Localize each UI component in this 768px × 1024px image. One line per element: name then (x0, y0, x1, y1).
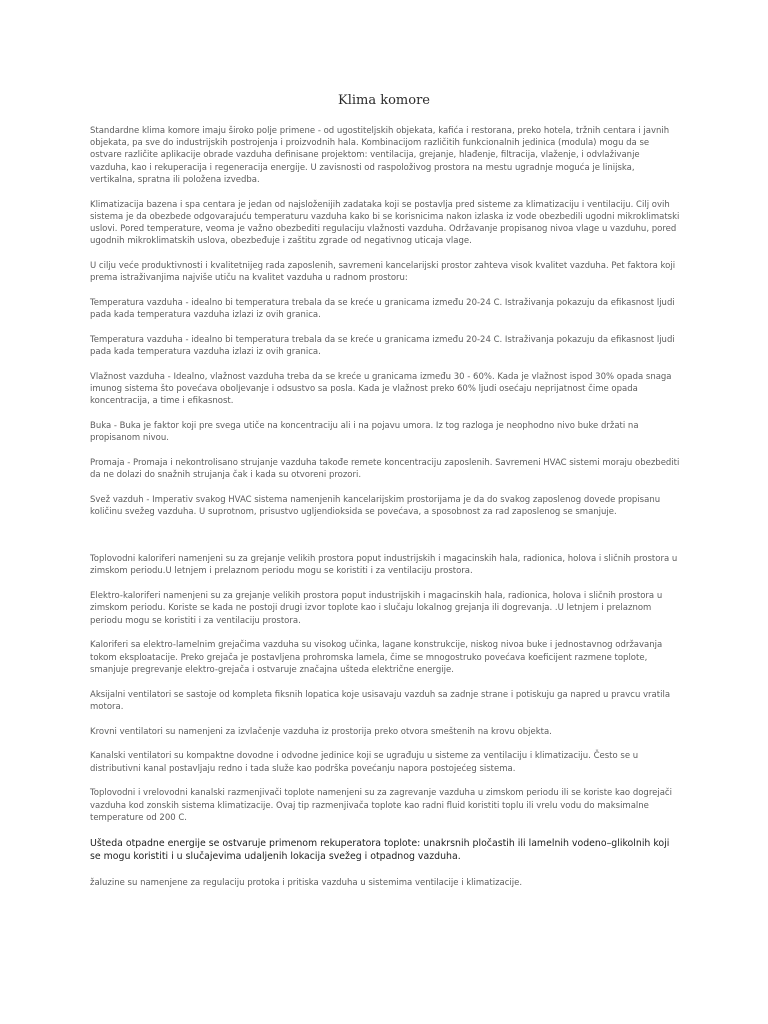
section-spacer (90, 531, 680, 553)
paragraph-kancelarijski-prostor: U cilju veće produktivnosti i kvalitetnijeg rada zaposlenih, savremeni kancelarijski prostor zahteva visok kvalitet vazduha. Pet faktora koji prema istraživanjima najviše utiču na kvalitet vazduha u radnom prostoru: (90, 261, 676, 284)
paragraph-elektro-lamelni-kaloriferi: Kaloriferi sa elektro-lamelnim grejačima vazduha su visokog učinka, lagane konstrukcije, niskog nivoa buke i jednostavnog održavanja tokom eksploatacije. Preko grejača je postavljena prohromska lamela, čime se mnogostruko povećava koeficijent razmene toplote, smanjuje pregrevanje elektro-grejača i ostvaruje značajna ušteda električne energije. (90, 640, 663, 675)
paragraph-klima-komore-intro: Standardne klima komore imaju široko polje primene - od ugostiteljskih objekata, kafića i restorana, preko hotela, tržnih centara i javnih objekata, pa sve do industrijskih postrojenja i proizvodnih hala. Kombinacijom različitih funkcionalnih jedinica (modula) mogu da se ostvare različite aplikacije obrade vazduha definisane projektom: ventilacija, grejanje, hlađenje, filtracija, vlaženje, i odvlaživanje vazduha, kao i rekuperacija i regeneracija energije. U zavisnosti od raspoloživog prostora na mestu ugradnje moguća je linijska, vertikalna, spratna ili položena izvedba. (90, 126, 670, 185)
document-title: Klima komore (337, 93, 430, 108)
paragraph-kanalski-razmenjivaci: Toplovodni i vrelovodni kanalski razmenjivači toplote namenjeni su za zagrevanje vazduha u zimskom periodu ili se koriste kao dogrejači vazduha kod zonskih sistema klimatizacije. Ovaj tip razmenjivača toplote kao radni fluid koristiti toplu ili vrelu vodu do maksimalne temperature od 200 C. (90, 788, 672, 823)
paragraph-toplovodni-kaloriferi: Toplovodni kaloriferi namenjeni su za grejanje velikih prostora poput industrijskih i magacinskih hala, radionica, holova i sličnih prostora u zimskom periodu.U letnjem i prelaznom periodu mogu se koristiti i za ventilaciju prostora. (90, 554, 678, 577)
paragraph-rekuperatori: Ušteda otpadne energije se ostvaruje primenom rekuperatora toplote: unakrsnih pločastih ili lamelnih vodeno–glikolnih koji se mogu koristiti i u slučajevima udaljenih lokacija svežeg i otpadnog vazduha. (90, 837, 670, 862)
paragraph-zaluzine: žaluzine su namenjene za regulaciju protoka i pritiska vazduha u sistemima ventilacije i klimatizacije. (90, 877, 523, 888)
paragraph-temperatura-2: Temperatura vazduha - idealno bi temperatura trebala da se kreće u granicama između 20-24 C. Istraživanja pokazuju da efikasnost ljudi pada kada temperatura vazduha izlazi iz ovih granica. (90, 335, 675, 358)
document-body (90, 125, 680, 901)
paragraph-svez-vazduh: Svež vazduh - Imperativ svakog HVAC sistema namenjenih kancelarijskim prostorijama je da do svakog zaposlenog dovede propisanu količinu svežeg vazduha. U suprotnom, prisustvo ugljendioksida se povećava, a sposobnost za rad zaposlenog se smanjuje. (90, 495, 661, 518)
paragraph-krovni-ventilatori: Krovni ventilatori su namenjeni za izvlačenje vazduha iz prostorija preko otvora smeštenih na krovu objekta. (90, 726, 552, 737)
paragraph-buka: Buka - Buka je faktor koji pre svega utiče na koncentraciju ali i na pojavu umora. Iz tog razloga je neophodno nivo buke držati na propisanom nivou. (90, 421, 639, 444)
paragraph-kanalski-ventilatori: Kanalski ventilatori su kompaktne dovodne i odvodne jedinice koji se ugrađuju u sisteme za ventilaciju i klimatizaciju. Često se u distributivni kanal postavljaju redno i tada služe kao podrška povećanju napora postojećeg sistema. (90, 751, 639, 774)
paragraph-vlaznost: Vlažnost vazduha - Idealno, vlažnost vazduha treba da se kreće u granicama između 30 - 60%. Kada je vlažnost ispod 30% opada snaga imunog sistema što povećava obolјevanje i odsustvo sa posla. Kada je vlažnost preko 60% ljudi osećaju neprijatnost čime opada koncentracija, a time i efikasnost. (90, 372, 672, 407)
paragraph-klimatizacija-bazena: Klimatizacija bazena i spa centara je jedan od najsloženijih zadataka koji se postavlja pred sisteme za klimatizaciju i ventilaciju. Cilj ovih sistema je da obezbede odgovarajuću temperaturu vazduha kako bi se korisnicima nakon izlaska iz vode obezbedili ugodni mikroklimatski uslovi. Pored temperature, veoma je važno obezbediti regulaciju vlažnosti vazduha. Održavanje propisanog nivoa vlage u vazduhu, pored ugodnih mikroklimatskih uslova, obezbeđuje i zaštitu zgrade od negativnog uticaja vlage. (90, 199, 680, 247)
paragraph-temperatura-1: Temperatura vazduha - idealno bi temperatura trebala da se kreće u granicama između 20-24 C. Istraživanja pokazuju da efikasnost ljudi pada kada temperatura vazduha izlazi iz ovih granica. (90, 298, 675, 321)
paragraph-promaja: Promaja - Promaja i nekontrolisano strujanje vazduha takođe remete koncentraciju zaposlenih. Savremeni HVAC sistemi moraju obezbediti da ne dolazi do snažnih strujanja čak i kada su otvoreni prozori. (90, 458, 680, 481)
paragraph-elektro-kaloriferi: Elektro-kaloriferi namenjeni su za grejanje velikih prostora poput industrijskih i magacinskih hala, radionica, holova i sličnih prostora u zimskom periodu. Koriste se kada ne postoji drugi izvor toplote kao i slučaju lokalnog grejanja ili dogrevanja. .U letnjem i prelaznom periodu mogu se koristiti i za ventilaciju prostora. (90, 591, 663, 626)
paragraph-aksijalni-ventilatori: Aksijalni ventilatori se sastoje od kompleta fiksnih lopatica koje usisavaju vazduh sa zadnje strane i potiskuju ga napred u pravcu vratila motora. (90, 689, 671, 712)
